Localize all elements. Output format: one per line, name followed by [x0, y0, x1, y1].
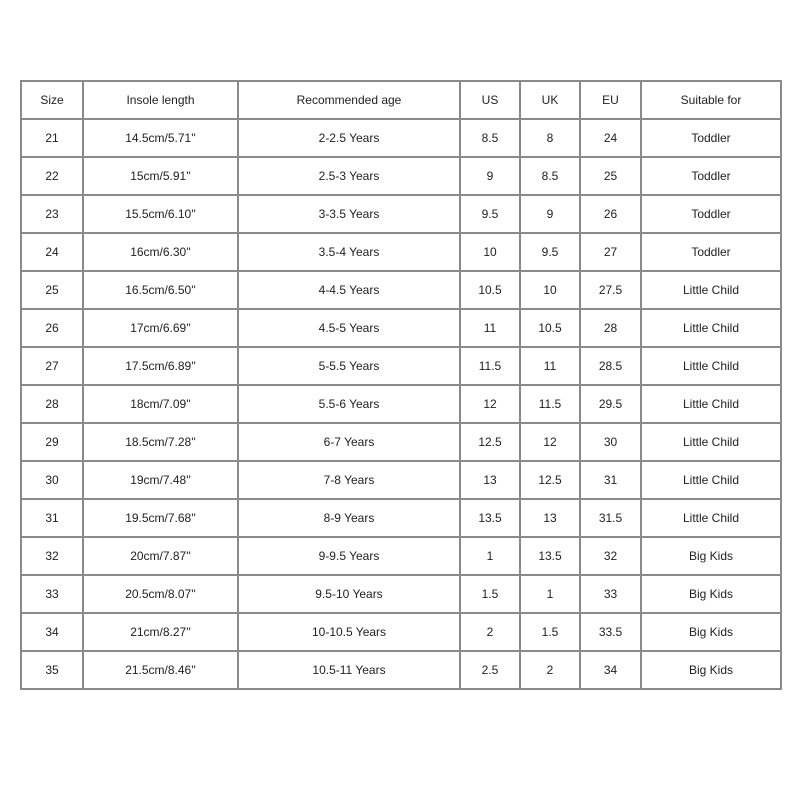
size-cell: 25 [21, 271, 83, 309]
table-row [21, 651, 781, 689]
uk-cell: 13.5 [520, 537, 580, 575]
suitable-for-cell: Big Kids [641, 537, 781, 575]
recommended-age-cell: 5.5-6 Years [238, 385, 460, 423]
eu-cell: 28 [580, 309, 641, 347]
recommended-age-cell: 10.5-11 Years [238, 651, 460, 689]
recommended-age-cell: 9-9.5 Years [238, 537, 460, 575]
recommended-age-cell: 6-7 Years [238, 423, 460, 461]
insole-length-cell: 18cm/7.09'' [83, 385, 238, 423]
insole-length-cell: 21.5cm/8.46'' [83, 651, 238, 689]
size-cell: 31 [21, 499, 83, 537]
size-cell: 23 [21, 195, 83, 233]
size-cell: 24 [21, 233, 83, 271]
us-cell: 2 [460, 613, 520, 651]
suitable-for-cell: Little Child [641, 271, 781, 309]
suitable-for-cell: Toddler [641, 195, 781, 233]
uk-cell: 8.5 [520, 157, 580, 195]
table-row [21, 423, 781, 461]
eu-cell: 32 [580, 537, 641, 575]
table-row [21, 157, 781, 195]
eu-cell: 30 [580, 423, 641, 461]
table-row [21, 499, 781, 537]
uk-cell: 11.5 [520, 385, 580, 423]
size-cell: 33 [21, 575, 83, 613]
eu-cell: 24 [580, 119, 641, 157]
table-row [21, 347, 781, 385]
insole-length-cell: 15.5cm/6.10'' [83, 195, 238, 233]
suitable-for-cell: Big Kids [641, 651, 781, 689]
table-row [21, 385, 781, 423]
uk-cell: 8 [520, 119, 580, 157]
size-cell: 35 [21, 651, 83, 689]
eu-cell: 26 [580, 195, 641, 233]
uk-cell: 1.5 [520, 613, 580, 651]
recommended-age-cell: 5-5.5 Years [238, 347, 460, 385]
recommended-age-cell: 8-9 Years [238, 499, 460, 537]
size-cell: 26 [21, 309, 83, 347]
size-cell: 29 [21, 423, 83, 461]
suitable-for-cell: Little Child [641, 385, 781, 423]
us-cell: 10.5 [460, 271, 520, 309]
us-cell: 11 [460, 309, 520, 347]
size-cell: 34 [21, 613, 83, 651]
table-row [21, 613, 781, 651]
us-cell: 9.5 [460, 195, 520, 233]
insole-length-cell: 17.5cm/6.89'' [83, 347, 238, 385]
recommended-age-cell: 2-2.5 Years [238, 119, 460, 157]
table-row [21, 309, 781, 347]
header-recommended-age: Recommended age [238, 81, 460, 119]
recommended-age-cell: 7-8 Years [238, 461, 460, 499]
us-cell: 1.5 [460, 575, 520, 613]
eu-cell: 31 [580, 461, 641, 499]
suitable-for-cell: Little Child [641, 309, 781, 347]
uk-cell: 10 [520, 271, 580, 309]
recommended-age-cell: 10-10.5 Years [238, 613, 460, 651]
uk-cell: 2 [520, 651, 580, 689]
eu-cell: 34 [580, 651, 641, 689]
insole-length-cell: 20cm/7.87'' [83, 537, 238, 575]
suitable-for-cell: Toddler [641, 233, 781, 271]
eu-cell: 25 [580, 157, 641, 195]
size-cell: 21 [21, 119, 83, 157]
header-suitable-for: Suitable for [641, 81, 781, 119]
uk-cell: 13 [520, 499, 580, 537]
uk-cell: 1 [520, 575, 580, 613]
eu-cell: 31.5 [580, 499, 641, 537]
insole-length-cell: 16cm/6.30'' [83, 233, 238, 271]
suitable-for-cell: Little Child [641, 347, 781, 385]
header-eu: EU [580, 81, 641, 119]
header-uk: UK [520, 81, 580, 119]
header-size: Size [21, 81, 83, 119]
eu-cell: 33.5 [580, 613, 641, 651]
recommended-age-cell: 4.5-5 Years [238, 309, 460, 347]
recommended-age-cell: 2.5-3 Years [238, 157, 460, 195]
eu-cell: 27 [580, 233, 641, 271]
table-row [21, 575, 781, 613]
table-row [21, 537, 781, 575]
uk-cell: 10.5 [520, 309, 580, 347]
table-row [21, 119, 781, 157]
us-cell: 13.5 [460, 499, 520, 537]
suitable-for-cell: Little Child [641, 499, 781, 537]
us-cell: 10 [460, 233, 520, 271]
insole-length-cell: 17cm/6.69'' [83, 309, 238, 347]
suitable-for-cell: Big Kids [641, 613, 781, 651]
eu-cell: 33 [580, 575, 641, 613]
eu-cell: 29.5 [580, 385, 641, 423]
eu-cell: 28.5 [580, 347, 641, 385]
size-cell: 32 [21, 537, 83, 575]
us-cell: 2.5 [460, 651, 520, 689]
insole-length-cell: 16.5cm/6.50'' [83, 271, 238, 309]
size-cell: 22 [21, 157, 83, 195]
insole-length-cell: 20.5cm/8.07'' [83, 575, 238, 613]
uk-cell: 12.5 [520, 461, 580, 499]
size-chart-table [20, 80, 782, 690]
insole-length-cell: 18.5cm/7.28'' [83, 423, 238, 461]
recommended-age-cell: 3.5-4 Years [238, 233, 460, 271]
us-cell: 12 [460, 385, 520, 423]
us-cell: 9 [460, 157, 520, 195]
suitable-for-cell: Toddler [641, 157, 781, 195]
us-cell: 11.5 [460, 347, 520, 385]
insole-length-cell: 15cm/5.91'' [83, 157, 238, 195]
uk-cell: 12 [520, 423, 580, 461]
eu-cell: 27.5 [580, 271, 641, 309]
recommended-age-cell: 9.5-10 Years [238, 575, 460, 613]
us-cell: 12.5 [460, 423, 520, 461]
table-row [21, 233, 781, 271]
recommended-age-cell: 3-3.5 Years [238, 195, 460, 233]
suitable-for-cell: Little Child [641, 423, 781, 461]
insole-length-cell: 19cm/7.48'' [83, 461, 238, 499]
header-insole-length: Insole length [83, 81, 238, 119]
suitable-for-cell: Big Kids [641, 575, 781, 613]
suitable-for-cell: Toddler [641, 119, 781, 157]
size-cell: 30 [21, 461, 83, 499]
table-row [21, 195, 781, 233]
us-cell: 8.5 [460, 119, 520, 157]
us-cell: 1 [460, 537, 520, 575]
uk-cell: 11 [520, 347, 580, 385]
size-cell: 28 [21, 385, 83, 423]
suitable-for-cell: Little Child [641, 461, 781, 499]
table-row [21, 271, 781, 309]
us-cell: 13 [460, 461, 520, 499]
insole-length-cell: 21cm/8.27'' [83, 613, 238, 651]
insole-length-cell: 14.5cm/5.71'' [83, 119, 238, 157]
uk-cell: 9 [520, 195, 580, 233]
header-us: US [460, 81, 520, 119]
size-cell: 27 [21, 347, 83, 385]
insole-length-cell: 19.5cm/7.68'' [83, 499, 238, 537]
recommended-age-cell: 4-4.5 Years [238, 271, 460, 309]
table-row [21, 461, 781, 499]
uk-cell: 9.5 [520, 233, 580, 271]
header-row [21, 81, 781, 119]
